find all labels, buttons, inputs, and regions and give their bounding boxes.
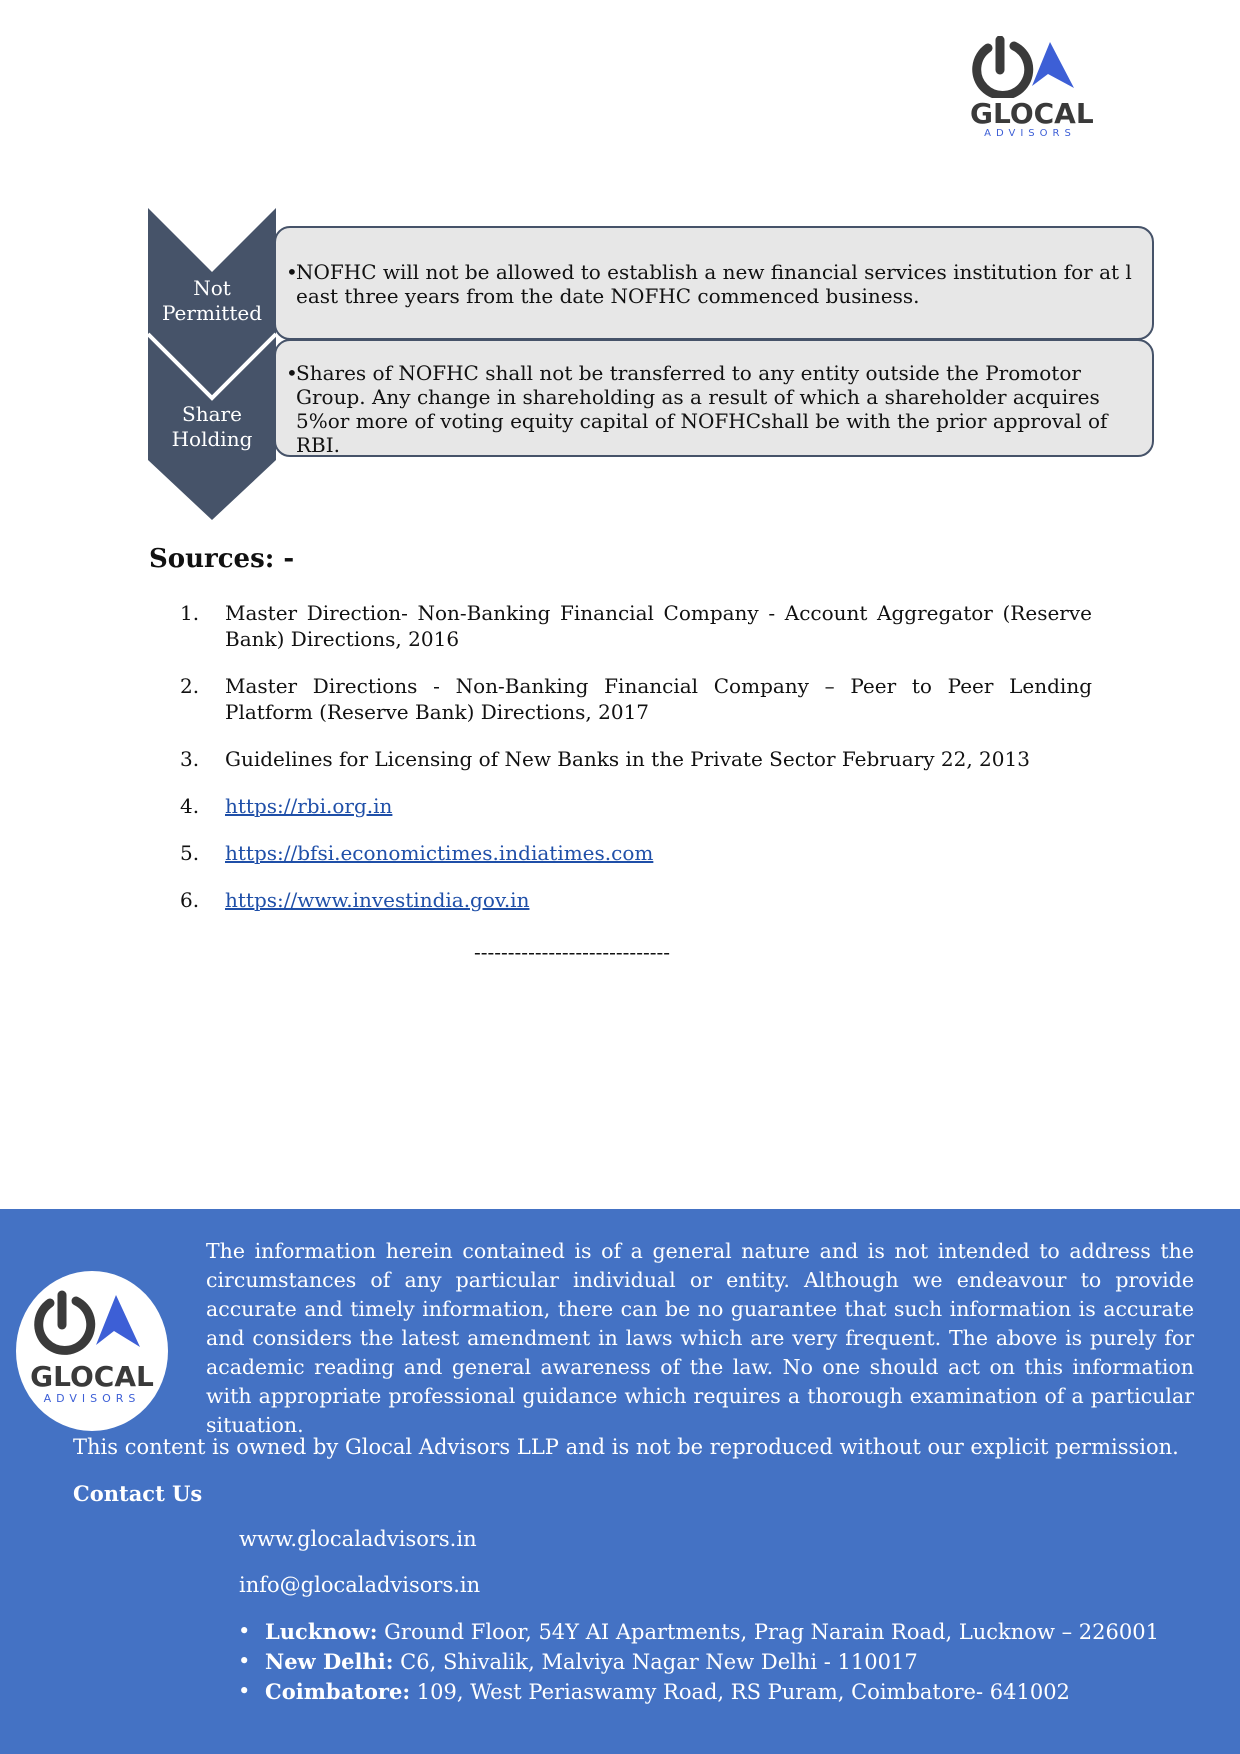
source-item [180, 793, 1092, 819]
email-link[interactable]: info@glocaladvisors.in [239, 1573, 481, 1597]
source-link-investindia[interactable]: https://www.investindia.gov.in [225, 888, 530, 912]
address-item [238, 1617, 1159, 1647]
source-number: 1. [180, 601, 200, 625]
city-name: New Delhi: [265, 1649, 394, 1674]
section-separator: ----------------------------- [474, 940, 670, 964]
glocal-logo-footer [16, 1271, 168, 1431]
bullet-icon: • [286, 361, 298, 385]
source-item [180, 746, 1092, 772]
office-addresses [238, 1617, 1159, 1707]
website-link[interactable]: www.glocaladvisors.in [239, 1527, 477, 1551]
logo-mark-icon [16, 1271, 168, 1431]
share-holding-box [274, 339, 1154, 457]
source-item [180, 887, 1092, 913]
share-holding-text: Shares of NOFHC shall not be transferred to any entity outside the Promotor Group. Any change in shareholding as a result of which a shareholder acquires 5%or more of voting equity capital of NOFHCshall be with the prior approval of RBI. [296, 361, 1108, 457]
source-text: Guidelines for Licensing of New Banks in the Private Sector February 22, 2013 [225, 747, 1030, 771]
address-text: 109, West Periaswamy Road, RS Puram, Coimbatore- 641002 [410, 1680, 1070, 1704]
label-line: Share [182, 402, 242, 426]
logo-wordmark: GLOCAL [30, 1360, 154, 1393]
sources-list [180, 600, 1092, 934]
source-number: 4. [180, 794, 200, 818]
glocal-logo-top [970, 36, 1094, 139]
address-item [238, 1677, 1159, 1707]
source-number: 6. [180, 888, 200, 912]
label-line: Permitted [161, 301, 263, 325]
source-number: 3. [180, 747, 200, 771]
source-item [180, 673, 1092, 725]
footer [0, 1209, 1240, 1754]
address-text: Ground Floor, 54Y AI Apartments, Prag Narain Road, Lucknow – 226001 [377, 1620, 1159, 1644]
bullet-icon: • [238, 1649, 251, 1673]
logo-mark-icon [970, 36, 1090, 98]
source-item [180, 600, 1092, 652]
source-number: 2. [180, 674, 200, 698]
chevron-shapes [148, 208, 278, 520]
bullet-icon: • [238, 1679, 251, 1703]
source-text: Master Directions - Non-Banking Financial Company – Peer to Peer Lending Platform (Reserve Bank) Directions, 2017 [225, 674, 1092, 724]
chevron-label-share-holding [148, 402, 276, 452]
label-line: Holding [171, 427, 253, 451]
city-name: Coimbatore: [265, 1679, 411, 1704]
not-permitted-box [274, 226, 1154, 340]
address-item [238, 1647, 1159, 1677]
disclaimer-text: The information herein contained is of a general nature and is not intended to address the circumstances of any particular individual or entity. Although we endeavour to provide accurate and timely information, there can be no guarantee that such information is accurate and considers the latest amendment in laws which are very frequent. The above is purely for academic reading and general awareness of the law. No one should act on this information with appropriate professional guidance which requires a thorough examination of a particular situation. [206, 1239, 1194, 1437]
label-line: Not [193, 276, 231, 300]
source-item [180, 840, 1092, 866]
source-link-rbi[interactable]: https://rbi.org.in [225, 794, 393, 818]
rules-diagram [148, 208, 1158, 520]
chevron-label-not-permitted [148, 276, 276, 326]
city-name: Lucknow: [265, 1619, 378, 1644]
ownership-notice: This content is owned by Glocal Advisors LLP and is not be reproduced without our explicit permission. [73, 1435, 1179, 1459]
source-text: Master Direction- Non-Banking Financial Company - Account Aggregator (Reserve Bank) Directions, 2016 [225, 601, 1092, 651]
logo-subtitle: ADVISORS [984, 128, 1076, 139]
contact-heading: Contact Us [73, 1481, 203, 1506]
source-number: 5. [180, 841, 200, 865]
address-text: C6, Shivalik, Malviya Nagar New Delhi - 110017 [393, 1650, 918, 1674]
sources-heading: Sources: - [149, 544, 295, 574]
source-link-economictimes[interactable]: https://bfsi.economictimes.indiatimes.com [225, 841, 654, 865]
not-permitted-text: NOFHC will not be allowed to establish a new financial services institution for at least three years from the date NOFHC commenced business. [296, 260, 1132, 308]
bullet-icon: • [286, 260, 298, 284]
logo-wordmark: GLOCAL [970, 97, 1094, 130]
bullet-icon: • [238, 1619, 251, 1643]
logo-subtitle: ADVISORS [43, 1392, 141, 1405]
